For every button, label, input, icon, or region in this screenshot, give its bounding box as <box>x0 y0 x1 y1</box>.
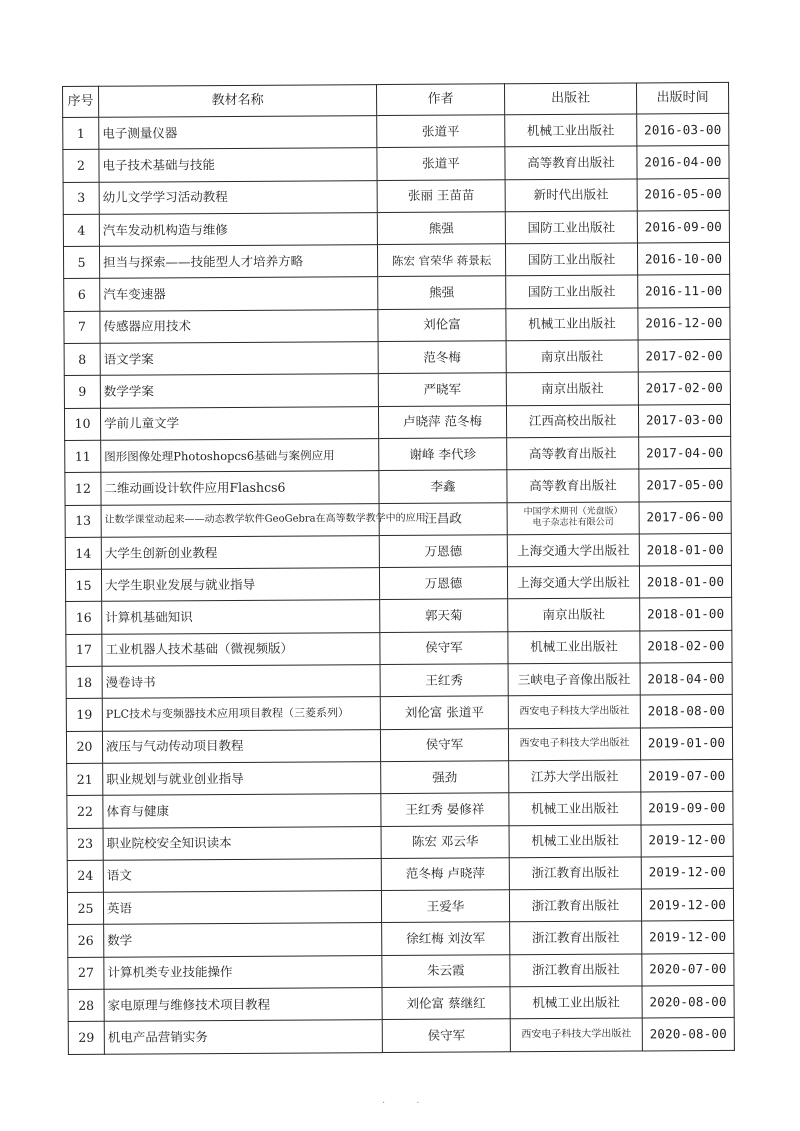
table-row <box>68 921 734 957</box>
table-row <box>68 985 734 1021</box>
textbook-title: 机电产品营销实务 <box>104 1020 382 1054</box>
publication-date: 2018-01-00 <box>639 566 731 599</box>
publication-date: 2019-12-00 <box>641 824 733 857</box>
textbook-author: 汪昌政 <box>379 502 507 535</box>
textbook-title: 幼儿文学学习活动教程 <box>99 180 377 214</box>
textbook-publisher: 高等教育出版社 <box>507 469 639 502</box>
textbook-publisher <box>507 502 639 535</box>
textbook-publisher: 机械工业出版社 <box>509 792 641 825</box>
textbook-title: 让数学课堂动起来——动态教学软件GeoGebra在高等数学教学中的应用 <box>101 503 379 537</box>
table-row <box>63 146 729 182</box>
textbook-publisher: 南京出版社 <box>506 340 638 373</box>
textbook-author: 严晓军 <box>378 373 506 406</box>
table-row <box>65 533 731 569</box>
textbook-title: 图形图像处理Photoshopcs6基础与案例应用 <box>101 439 379 473</box>
publication-date: 2017-06-00 <box>639 501 731 534</box>
table-row <box>63 178 729 214</box>
textbook-title: 电子技术基础与技能 <box>99 148 377 182</box>
textbook-title: 大学生创新创业教程 <box>101 535 379 569</box>
publication-date: 2017-02-00 <box>638 372 730 405</box>
publication-date: 2019-12-00 <box>641 889 733 922</box>
row-number: 20 <box>66 731 102 764</box>
row-number: 9 <box>64 376 100 409</box>
publication-date: 2018-01-00 <box>639 533 731 566</box>
header-author: 作者 <box>376 84 504 116</box>
row-number: 26 <box>68 925 104 958</box>
publication-date: 2018-02-00 <box>640 630 732 663</box>
table-row <box>64 275 730 311</box>
textbook-title: 二维动画设计软件应用Flashcs6 <box>101 471 379 505</box>
textbook-publisher: 江西高校出版社 <box>506 405 638 438</box>
textbook-title: 语文学案 <box>100 342 378 376</box>
textbook-publisher: 机械工业出版社 <box>506 308 638 341</box>
textbook-publisher: 机械工业出版社 <box>508 631 640 664</box>
publication-date: 2019-09-00 <box>641 792 733 825</box>
row-number: 25 <box>67 892 103 925</box>
publication-date: 2016-04-00 <box>637 146 729 179</box>
table-row <box>67 759 733 795</box>
row-number: 28 <box>68 989 104 1022</box>
textbook-author: 刘伦富 <box>378 309 506 342</box>
row-number: 11 <box>65 440 101 473</box>
textbook-title: 语文 <box>103 858 381 892</box>
textbook-author: 侯守军 <box>382 1019 510 1052</box>
table-row <box>67 856 733 892</box>
table-body <box>63 113 735 1054</box>
textbook-publisher: 西安电子科技大学出版社 <box>510 1018 642 1051</box>
textbook-title: 漫卷诗书 <box>102 665 380 699</box>
row-number: 16 <box>66 602 102 635</box>
publication-date: 2017-04-00 <box>639 436 731 469</box>
publication-date: 2016-12-00 <box>638 307 730 340</box>
publication-date: 2020-08-00 <box>642 985 734 1018</box>
textbook-author: 熊强 <box>377 212 505 245</box>
textbook-author: 王爱华 <box>381 890 509 923</box>
row-number: 15 <box>65 569 101 602</box>
table-header-row <box>63 82 729 117</box>
textbook-author: 徐红梅 刘汝军 <box>382 922 510 955</box>
textbook-author: 张道平 <box>377 147 505 180</box>
textbook-author: 王红秀 晏修祥 <box>381 793 509 826</box>
textbook-publisher: 高等教育出版社 <box>507 437 639 470</box>
textbook-title: 大学生职业发展与就业指导 <box>101 568 379 602</box>
textbook-title: PLC技术与变频器技术应用项目教程（三菱系列） <box>102 697 380 731</box>
publication-date: 2019-01-00 <box>640 727 732 760</box>
row-number: 14 <box>65 537 101 570</box>
textbook-author: 刘伦富 蔡继红 <box>382 987 510 1020</box>
row-number: 1 <box>63 117 99 150</box>
textbook-publisher: 国防工业出版社 <box>505 243 637 276</box>
table-row <box>64 307 730 343</box>
textbook-title: 传感器应用技术 <box>100 309 378 343</box>
textbook-author: 李鑫 <box>379 470 507 503</box>
table-row <box>66 695 732 731</box>
table-row <box>64 340 730 376</box>
textbook-publisher: 机械工业出版社 <box>505 114 637 147</box>
textbook-author: 陈宏 官荣华 蒋景耘 <box>377 244 505 277</box>
row-number: 22 <box>67 795 103 828</box>
table-row <box>67 889 733 925</box>
table-row <box>65 566 731 602</box>
textbook-title: 家电原理与维修技术项目教程 <box>104 988 382 1022</box>
textbook-publisher: 西安电子科技大学出版社 <box>508 695 640 728</box>
textbook-title: 担当与探索——技能型人才培养方略 <box>99 245 377 279</box>
textbook-author: 侯守军 <box>380 632 508 665</box>
textbook-publisher: 上海交通大学出版社 <box>507 566 639 599</box>
textbook-publisher: 浙江教育出版社 <box>510 921 642 954</box>
textbook-title: 学前儿童文学 <box>100 406 378 440</box>
table-row <box>63 210 729 246</box>
table-row <box>66 598 732 634</box>
row-number: 24 <box>67 860 103 893</box>
textbook-author: 王红秀 <box>380 664 508 697</box>
row-number: 5 <box>63 246 99 279</box>
textbook-title: 汽车变速器 <box>100 277 378 311</box>
publication-date: 2019-07-00 <box>641 759 733 792</box>
publication-date: 2019-12-00 <box>642 921 734 954</box>
row-number: 17 <box>66 634 102 667</box>
textbook-title: 液压与气动传动项目教程 <box>102 729 380 763</box>
publication-date: 2016-11-00 <box>638 275 730 308</box>
textbook-title: 职业院校安全知识读本 <box>103 826 381 860</box>
textbook-author: 强劲 <box>381 761 509 794</box>
row-number: 18 <box>66 666 102 699</box>
table-row <box>66 630 732 666</box>
row-number: 10 <box>64 408 100 441</box>
table-row <box>65 436 731 472</box>
row-number: 23 <box>67 828 103 861</box>
header-title: 教材名称 <box>99 85 377 118</box>
header-date: 出版时间 <box>636 82 728 114</box>
table-row <box>64 372 730 408</box>
textbook-author: 郭天菊 <box>380 599 508 632</box>
textbook-title: 汽车发动机构造与维修 <box>99 212 377 246</box>
publication-date: 2017-03-00 <box>638 404 730 437</box>
textbook-publisher: 新时代出版社 <box>505 179 637 212</box>
publication-date: 2016-05-00 <box>637 178 729 211</box>
textbook-title: 英语 <box>103 891 381 925</box>
row-number: 13 <box>65 505 101 538</box>
publication-date: 2020-07-00 <box>642 953 734 986</box>
row-number: 29 <box>68 1022 104 1055</box>
row-number: 7 <box>64 311 100 344</box>
row-number: 8 <box>64 343 100 376</box>
textbook-publisher: 浙江教育出版社 <box>510 954 642 987</box>
header-publisher: 出版社 <box>504 83 636 115</box>
row-number: 27 <box>68 957 104 990</box>
textbook-author: 张道平 <box>377 115 505 148</box>
textbook-author: 熊强 <box>378 276 506 309</box>
table-row <box>65 469 731 505</box>
textbook-author: 万恩德 <box>379 535 507 568</box>
publication-date: 2016-10-00 <box>637 243 729 276</box>
textbook-title: 数学 <box>104 923 382 957</box>
textbook-title: 职业规划与就业创业指导 <box>103 762 381 796</box>
publication-date: 2020-08-00 <box>642 1018 734 1051</box>
row-number: 19 <box>66 699 102 732</box>
textbook-title: 计算机基础知识 <box>102 600 380 634</box>
textbook-title: 工业机器人技术基础（微视频版） <box>102 632 380 666</box>
header-no: 序号 <box>63 86 99 117</box>
publication-date: 2019-12-00 <box>641 856 733 889</box>
textbook-publisher: 国防工业出版社 <box>506 275 638 308</box>
row-number: 12 <box>65 473 101 506</box>
textbook-publisher: 上海交通大学出版社 <box>507 534 639 567</box>
publication-date: 2018-01-00 <box>640 598 732 631</box>
textbook-table <box>62 82 735 1055</box>
footer-mark: · · <box>382 1098 434 1109</box>
textbook-publisher: 南京出版社 <box>508 598 640 631</box>
row-number: 4 <box>63 214 99 247</box>
textbook-author: 谢峰 李代珍 <box>379 438 507 471</box>
row-number: 6 <box>64 279 100 312</box>
textbook-publisher: 机械工业出版社 <box>510 986 642 1019</box>
textbook-author: 侯守军 <box>380 728 508 761</box>
textbook-title: 数学学案 <box>100 374 378 408</box>
publication-date: 2017-05-00 <box>639 469 731 502</box>
table-row <box>63 113 729 149</box>
textbook-author: 刘伦富 张道平 <box>380 696 508 729</box>
publication-date: 2018-08-00 <box>640 695 732 728</box>
table-row <box>68 953 734 989</box>
table-row <box>63 243 729 279</box>
textbook-author: 朱云霞 <box>382 954 510 987</box>
textbook-publisher: 江苏大学出版社 <box>509 760 641 793</box>
publisher-line: 中国学术期刊（光盘版） <box>523 506 623 518</box>
publisher-line: 电子杂志社有限公司 <box>532 517 614 529</box>
publication-date: 2018-04-00 <box>640 662 732 695</box>
textbook-publisher: 国防工业出版社 <box>505 211 637 244</box>
textbook-publisher: 西安电子科技大学出版社 <box>508 728 640 761</box>
textbook-title: 计算机类专业技能操作 <box>104 955 382 989</box>
table-row <box>65 501 731 537</box>
row-number: 2 <box>63 150 99 183</box>
textbook-author: 陈宏 邓云华 <box>381 825 509 858</box>
textbook-publisher: 浙江教育出版社 <box>509 889 641 922</box>
publication-date: 2016-03-00 <box>637 113 729 146</box>
row-number: 21 <box>67 763 103 796</box>
textbook-publisher: 浙江教育出版社 <box>509 857 641 890</box>
textbook-author: 范冬梅 <box>378 341 506 374</box>
textbook-author: 卢晓萍 范冬梅 <box>378 405 506 438</box>
textbook-publisher: 南京出版社 <box>506 372 638 405</box>
table-row <box>64 404 730 440</box>
row-number: 3 <box>63 182 99 215</box>
table-row <box>67 824 733 860</box>
textbook-author: 范冬梅 卢晓萍 <box>381 858 509 891</box>
textbook-publisher: 高等教育出版社 <box>505 146 637 179</box>
table-row <box>66 662 732 698</box>
table-row <box>66 727 732 763</box>
textbook-publisher: 机械工业出版社 <box>509 825 641 858</box>
textbook-title: 体育与健康 <box>103 794 381 828</box>
textbook-author: 张丽 王苗苗 <box>377 179 505 212</box>
textbook-publisher: 三峡电子音像出版社 <box>508 663 640 696</box>
textbook-author: 万恩德 <box>379 567 507 600</box>
table-row <box>68 1018 734 1054</box>
publication-date: 2016-09-00 <box>637 210 729 243</box>
textbook-title: 电子测量仪器 <box>99 116 377 150</box>
publication-date: 2017-02-00 <box>638 340 730 373</box>
table-row <box>67 792 733 828</box>
